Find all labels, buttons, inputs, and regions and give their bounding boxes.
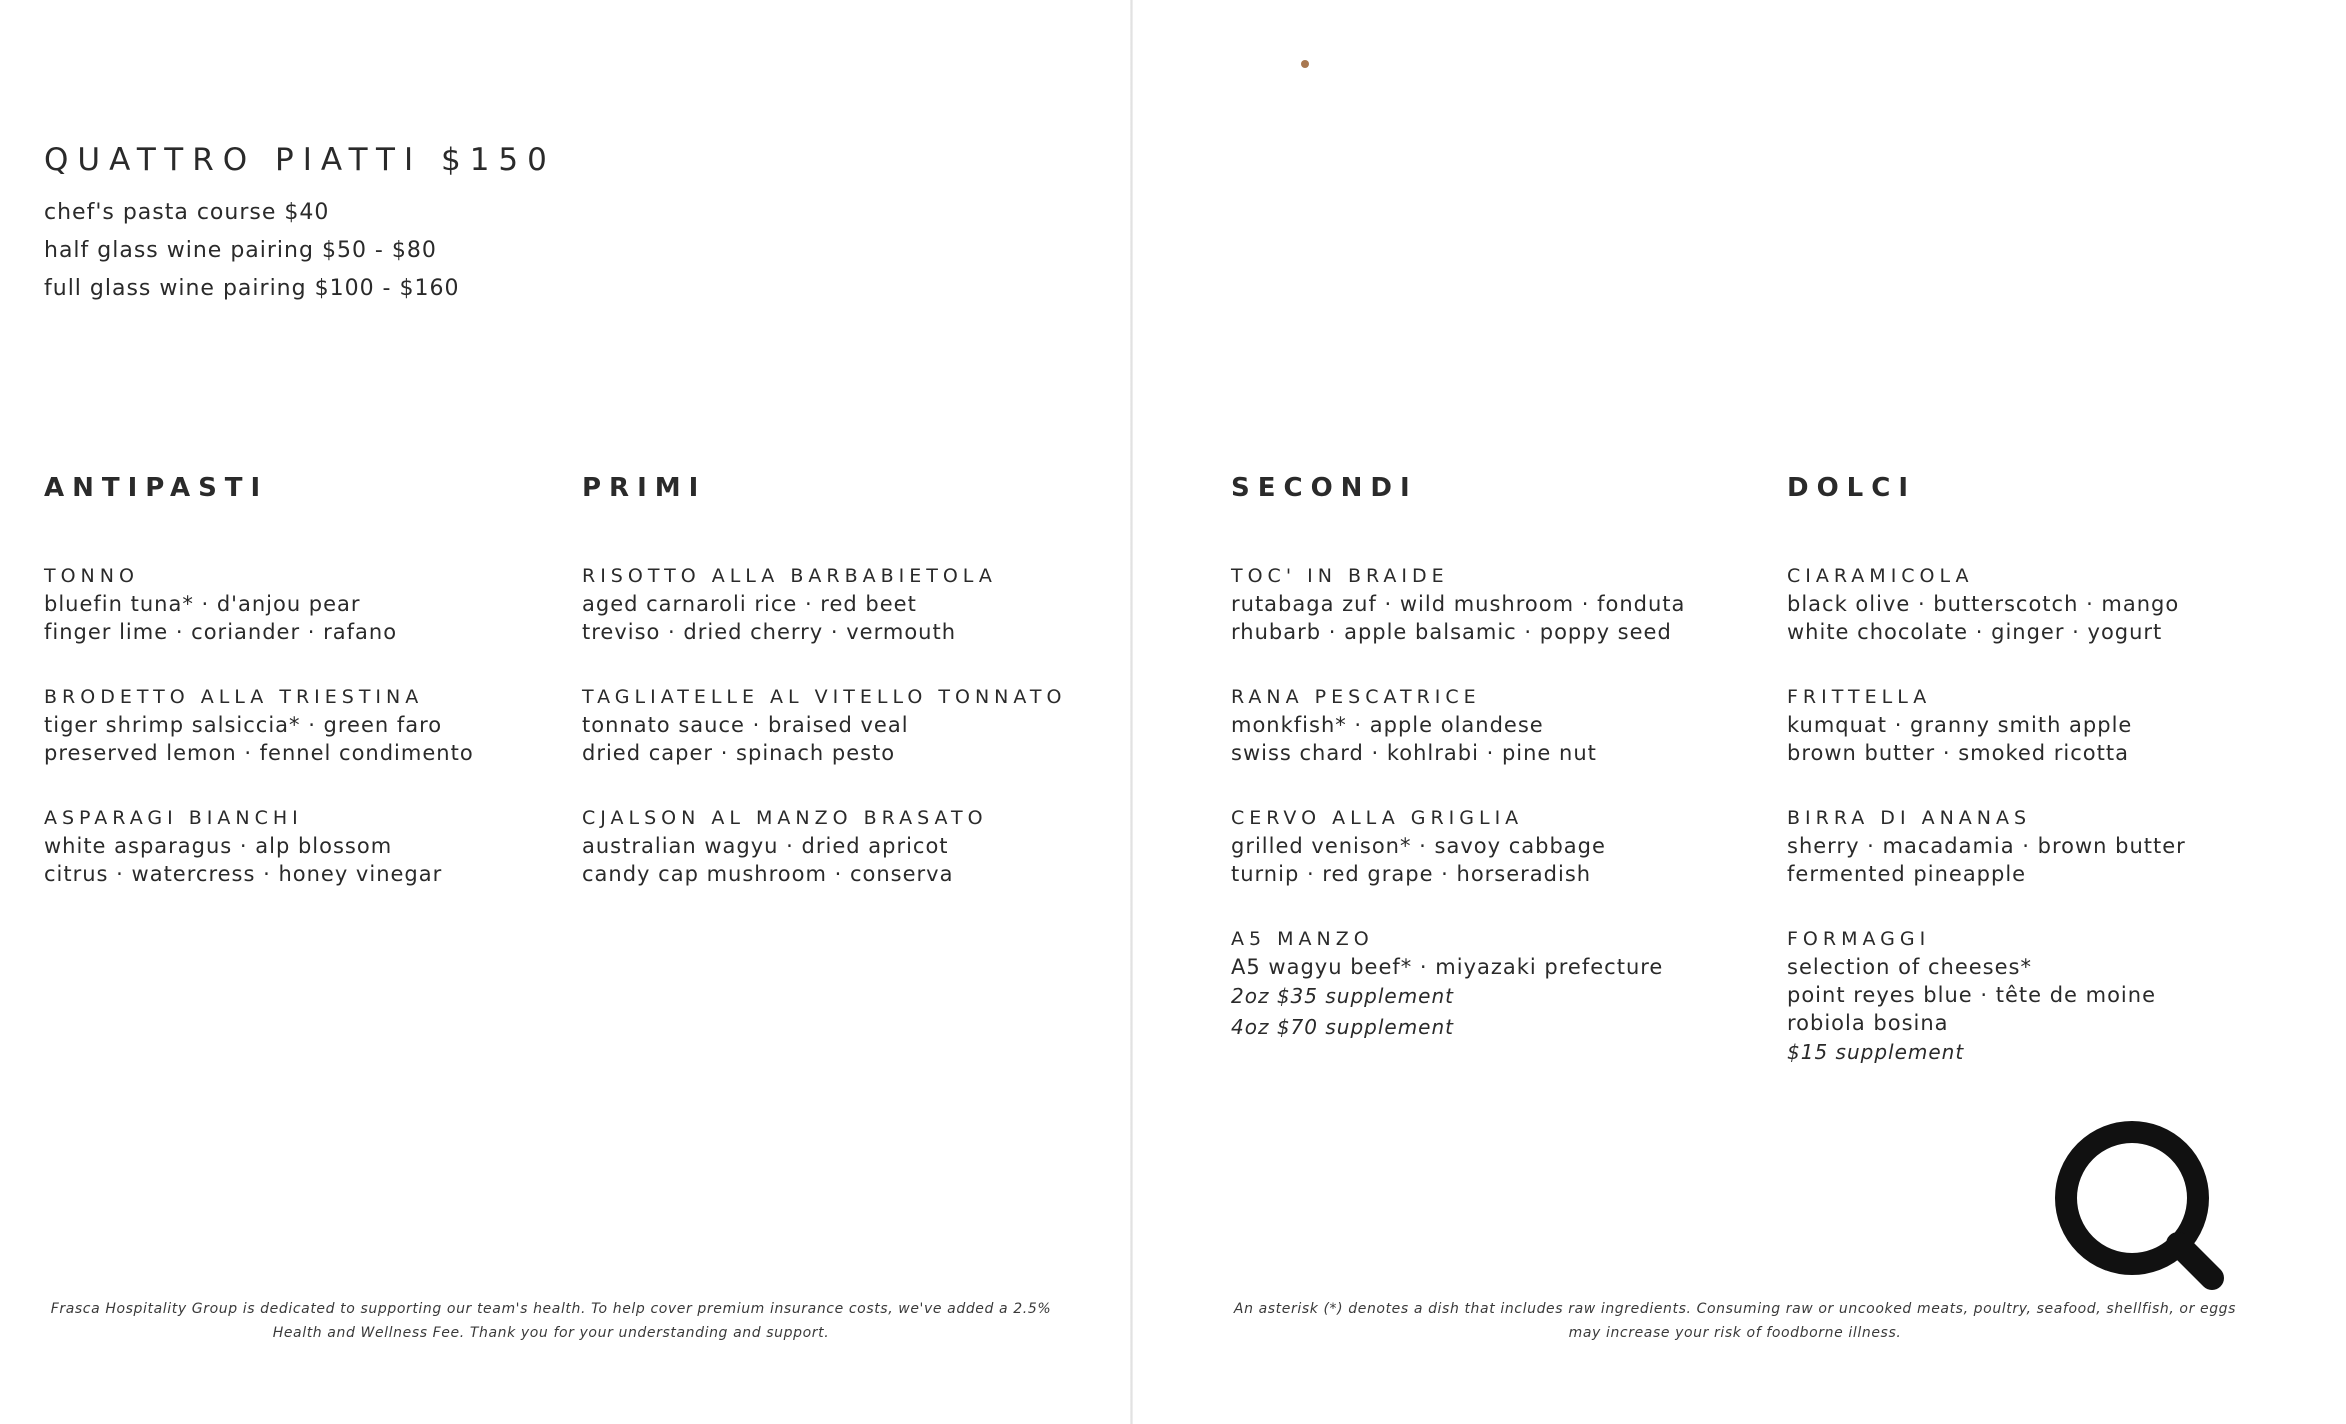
dish-description: A5 wagyu beef* · miyazaki prefecture <box>1231 955 1664 979</box>
column-secondi <box>1231 470 1751 1039</box>
dish-description: point reyes blue · tête de moine <box>1787 983 2156 1007</box>
dish-description: sherry · macadamia · brown butter <box>1787 834 2186 858</box>
dish-item <box>1787 562 2346 646</box>
section-heading: PRIMI <box>582 473 707 503</box>
dish-description: dried caper · spinach pesto <box>582 741 896 765</box>
dish-description: tiger shrimp salsiccia* · green faro <box>44 713 443 737</box>
dish-description: rhubarb · apple balsamic · poppy seed <box>1231 620 1672 644</box>
dish-item <box>1787 925 2346 1068</box>
dish-name: FORMAGGI <box>1787 928 1931 950</box>
dish-name: TOC' IN BRAIDE <box>1231 565 1449 587</box>
dish-description: selection of cheeses* <box>1787 955 2032 979</box>
dish-name: TONNO <box>44 565 139 587</box>
dish-item <box>1231 804 1791 888</box>
dish-description: monkfish* · apple olandese <box>1231 713 1544 737</box>
dish-item <box>582 562 1142 646</box>
dish-description: australian wagyu · dried apricot <box>582 834 949 858</box>
dish-name: RISOTTO ALLA BARBABIETOLA <box>582 565 997 587</box>
column-dolci <box>1787 470 2307 1064</box>
supplement-note: 4oz $70 supplement <box>1231 1015 1454 1039</box>
dish-name: ASPARAGI BIANCHI <box>44 807 303 829</box>
dish-item <box>44 683 604 767</box>
dish-name: BIRRA DI ANANAS <box>1787 807 2032 829</box>
section-heading: DOLCI <box>1787 473 1917 503</box>
dish-description: brown butter · smoked ricotta <box>1787 741 2129 765</box>
dish-name: FRITTELLA <box>1787 686 1932 708</box>
dish-description: white chocolate · ginger · yogurt <box>1787 620 2163 644</box>
wellness-fee-note <box>36 1297 1066 1345</box>
dish-item <box>582 804 1142 888</box>
dish-description: rutabaga zuf · wild mushroom · fonduta <box>1231 592 1686 616</box>
dish-item <box>1231 562 1791 646</box>
column-primi <box>582 470 1102 886</box>
dish-name: BRODETTO ALLA TRIESTINA <box>44 686 424 708</box>
footer-line: An asterisk (*) denotes a dish that includes raw ingredients. Consuming raw or uncooked meats, poultry, seafood, shellfish, or eggs <box>1233 1301 2237 1317</box>
column-antipasti <box>44 470 564 886</box>
dish-description: bluefin tuna* · d'anjou pear <box>44 592 361 616</box>
dish-item <box>1231 683 1791 767</box>
supplement-note: 2oz $35 supplement <box>1231 984 1454 1008</box>
dish-description: white asparagus · alp blossom <box>44 834 393 858</box>
dish-description: finger lime · coriander · rafano <box>44 620 398 644</box>
search-icon[interactable] <box>2052 1118 2232 1298</box>
dish-name: TAGLIATELLE AL VITELLO TONNATO <box>582 686 1067 708</box>
dish-item <box>1787 804 2346 888</box>
supplement-note: $15 supplement <box>1787 1040 1965 1064</box>
dish-name: CIARAMICOLA <box>1787 565 1974 587</box>
dish-name: CERVO ALLA GRIGLIA <box>1231 807 1524 829</box>
dish-name: RANA PESCATRICE <box>1231 686 1481 708</box>
dish-description: preserved lemon · fennel condimento <box>44 741 474 765</box>
dish-description: candy cap mushroom · conserva <box>582 862 954 886</box>
prix-fixe-header <box>44 140 556 308</box>
paper-speck <box>1301 60 1309 68</box>
dish-item <box>582 683 1142 767</box>
dish-item <box>1231 925 1791 1043</box>
pricing-line-full-glass: full glass wine pairing $100 - $160 <box>44 276 460 301</box>
dish-description: fermented pineapple <box>1787 862 2027 886</box>
dish-description: kumquat · granny smith apple <box>1787 713 2133 737</box>
menu-title: QUATTRO PIATTI $150 <box>44 142 556 178</box>
dish-description: treviso · dried cherry · vermouth <box>582 620 957 644</box>
footer-line: may increase your risk of foodborne illness. <box>1568 1325 1902 1341</box>
dish-description: aged carnaroli rice · red beet <box>582 592 917 616</box>
dish-name: CJALSON AL MANZO BRASATO <box>582 807 988 829</box>
dish-item <box>44 562 604 646</box>
footer-line: Frasca Hospitality Group is dedicated to supporting our team's health. To help cover premium insurance costs, we've added a 2.5% <box>50 1301 1052 1317</box>
dish-description: tonnato sauce · braised veal <box>582 713 909 737</box>
footer-line: Health and Wellness Fee. Thank you for your understanding and support. <box>272 1325 830 1341</box>
dish-description: turnip · red grape · horseradish <box>1231 862 1592 886</box>
dish-description: robiola bosina <box>1787 1011 1949 1035</box>
dish-item <box>44 804 604 888</box>
dish-description: swiss chard · kohlrabi · pine nut <box>1231 741 1597 765</box>
dish-description: black olive · butterscotch · mango <box>1787 592 2180 616</box>
section-heading: ANTIPASTI <box>44 473 269 503</box>
pricing-line-pasta: chef's pasta course $40 <box>44 200 330 225</box>
dish-description: citrus · watercress · honey vinegar <box>44 862 443 886</box>
dish-name: A5 MANZO <box>1231 928 1374 950</box>
dish-item <box>1787 683 2346 767</box>
section-heading: SECONDI <box>1231 473 1418 503</box>
pricing-line-half-glass: half glass wine pairing $50 - $80 <box>44 238 437 263</box>
raw-ingredient-disclaimer <box>1215 1297 2255 1345</box>
dish-description: grilled venison* · savoy cabbage <box>1231 834 1606 858</box>
